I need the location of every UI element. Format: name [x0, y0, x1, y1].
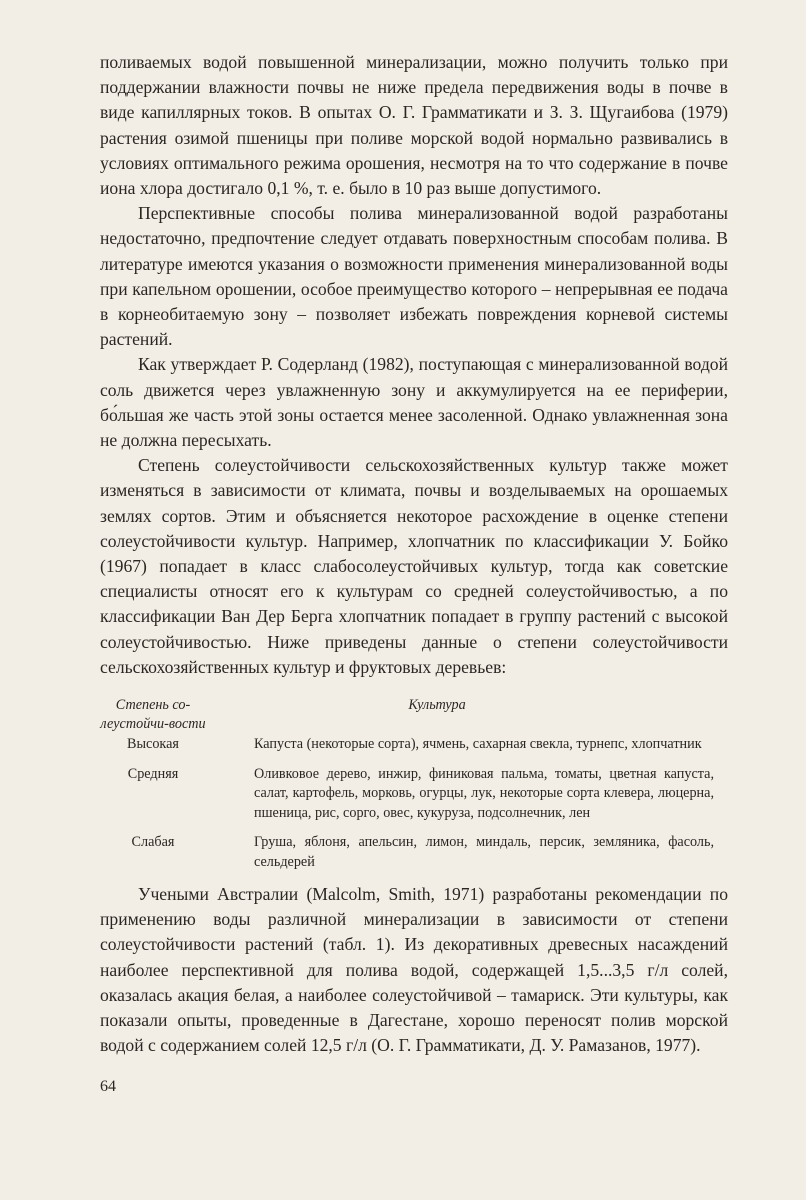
tolerance-level-low: Слабая — [131, 834, 175, 851]
page-number: 64 — [100, 1078, 116, 1095]
paragraph-5: Учеными Австралии (Malcolm, Smith, 1971) разработаны рекомендации по применению воды различной минерализации в зависимости от степени солеустойчивости растений (табл. 1). Из декоративных древесных насаждений наиболее перспективной для полива водой, содержащей 1,5...3,5 г/л солей, оказалась акация белая, а наиболее солеустойчивой – тамариск. Эти культуры, как показали опыты, проведенные в Дагестане, хорошо переносят полив морской водой с содержанием солей 12,5 г/л (О. Г. Грамматикати, Д. У. Рамазанов, 1977). — [100, 884, 728, 1056]
table-row — [100, 735, 728, 755]
paragraph-4: Степень солеустойчивости сельскохозяйственных культур также может изменяться в зависимости от климата, почвы и возделываемых на орошаемых землях сортов. Этим и объясняется некоторое расхождение в оценке степени солеустойчивости культур. Например, хлопчатник по классификации У. Бойко (1967) попадает в класс слабосолеустойчивых культур, тогда как советские специалисты относят его к культурам со средней солеустойчивостью, а по классификации Ван Дер Берга хлопчатник попадает в группу растений с высокой солеустойчивостью. Ниже приведены данные о степени солеустойчивости сельскохозяйственных культур и фруктовых деревьев: — [100, 455, 728, 677]
salt-tolerance-table — [100, 696, 728, 872]
paragraph-2: Перспективные способы полива минерализованной водой разработаны недостаточно, предпочтение следует отдавать поверхностным способам полива. В литературе имеются указания о возможности применения минерализованной воды при капельном орошении, особое преимущество которого – непрерывная ее подача в корнеобитаемую зону – позволяет избежать повреждения корневой системы растений. — [100, 203, 728, 350]
page-body — [100, 50, 728, 1059]
table-header — [100, 696, 728, 733]
crops-low: Груша, яблоня, апельсин, лимон, миндаль, персик, земляника, фасоль, сельдерей — [254, 834, 714, 870]
crops-high: Капуста (некоторые сорта), ячмень, сахарная свекла, турнепс, хлопчатник — [254, 736, 702, 753]
header-crop: Культура — [408, 697, 466, 714]
tolerance-level-high: Высокая — [127, 736, 179, 753]
tolerance-level-medium: Средняя — [127, 765, 179, 782]
crops-medium: Оливковое дерево, инжир, финиковая пальма, томаты, цветная капуста, салат, картофель, морковь, огурцы, лук, некоторые сорта клевера, люцерна, пшеница, рис, сорго, овес, кукуруза, подсолнечник, лен — [254, 765, 714, 821]
header-tolerance-level: Степень со-леустойчи-вости — [100, 697, 206, 732]
paragraph-3: Как утверждает Р. Содерланд (1982), поступающая с минерализованной водой соль движется через увлажненную зону и аккумулируется на ее периферии, бо́льшая же часть этой зоны остается менее засоленной. Однако увлажненная зона не должна пересыхать. — [100, 354, 728, 451]
paragraph-1: поливаемых водой повышенной минерализации, можно получить только при поддержании влажности почвы не ниже предела передвижения воды в почве в виде капиллярных токов. В опытах О. Г. Грамматикати и З. З. Щугаибова (1979) растения озимой пшеницы при поливе морской водой нормально развивались в условиях оптимального режима орошения, несмотря на то что содержание в почве иона хлора достигало 0,1 %, т. е. было в 10 раз выше допустимого. — [100, 52, 728, 199]
table-row — [100, 833, 728, 872]
table-row — [100, 765, 728, 824]
